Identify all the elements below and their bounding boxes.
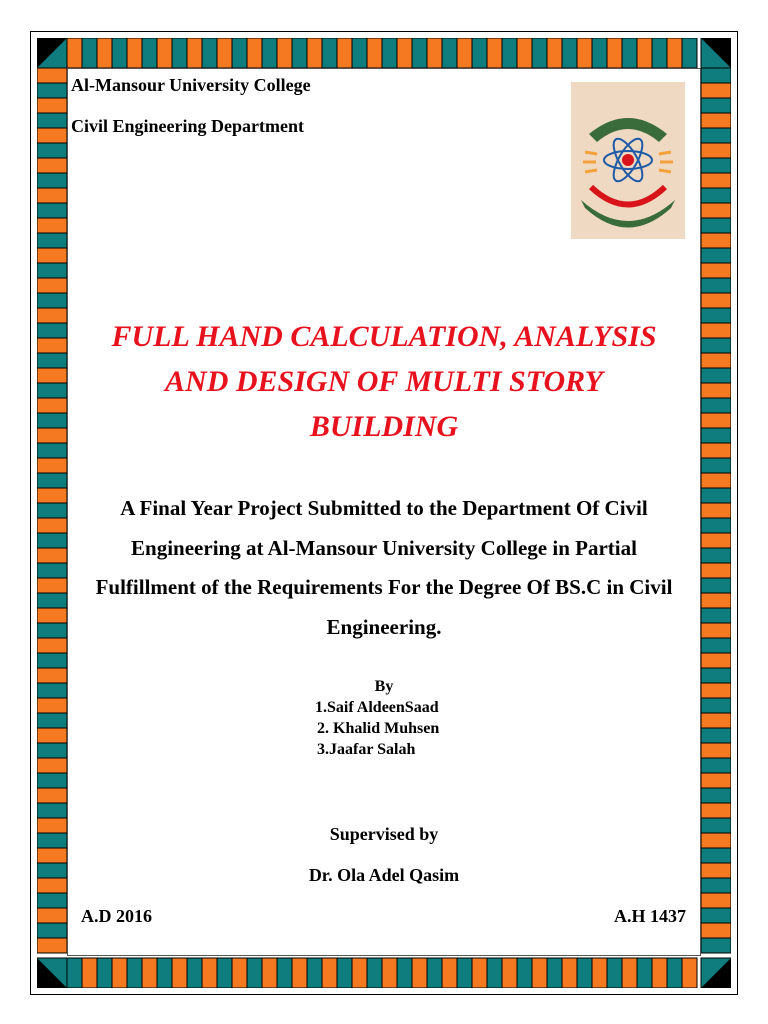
- border-square: [701, 248, 731, 263]
- border-square: [37, 308, 67, 323]
- border-square: [577, 958, 592, 988]
- border-square: [592, 958, 607, 988]
- supervised-by-label: Supervised by: [329, 824, 439, 844]
- border-square: [701, 488, 731, 503]
- border-square: [37, 623, 67, 638]
- border-square: [701, 398, 731, 413]
- border-square: [701, 698, 731, 713]
- border-square: [37, 203, 67, 218]
- border-square: [701, 143, 731, 158]
- border-square: [701, 113, 731, 128]
- border-square: [701, 203, 731, 218]
- border-square: [701, 278, 731, 293]
- border-square: [502, 958, 517, 988]
- border-square: [701, 68, 731, 83]
- author-name: 3.Jaafar Salah: [317, 741, 416, 758]
- border-square: [37, 743, 67, 758]
- border-square: [202, 958, 217, 988]
- border-square: [701, 758, 731, 773]
- border-square: [637, 38, 652, 68]
- border-square: [701, 323, 731, 338]
- border-square: [292, 958, 307, 988]
- border-square: [97, 38, 112, 68]
- border-square: [701, 308, 731, 323]
- border-square: [701, 713, 731, 728]
- border-square: [487, 38, 502, 68]
- border-square: [701, 638, 731, 653]
- border-square: [37, 563, 67, 578]
- border-square: [547, 38, 562, 68]
- border-square: [472, 958, 487, 988]
- border-square: [701, 503, 731, 518]
- border-square: [172, 38, 187, 68]
- border-square: [157, 958, 172, 988]
- border-square: [517, 38, 532, 68]
- border-square: [37, 758, 67, 773]
- border-square: [547, 958, 562, 988]
- border-square: [652, 38, 667, 68]
- border-square: [701, 98, 731, 113]
- border-square: [37, 368, 67, 383]
- border-square: [37, 938, 67, 953]
- border-square: [701, 848, 731, 863]
- border-square: [37, 188, 67, 203]
- border-square: [472, 38, 487, 68]
- border-square: [367, 38, 382, 68]
- border-square: [37, 278, 67, 293]
- border-square: [292, 38, 307, 68]
- by-label: By: [374, 678, 394, 695]
- border-square: [37, 338, 67, 353]
- border-square: [701, 938, 731, 953]
- border-square: [37, 683, 67, 698]
- border-square: [277, 38, 292, 68]
- border-square: [37, 83, 67, 98]
- border-square: [577, 38, 592, 68]
- border-square: [247, 38, 262, 68]
- border-square: [701, 683, 731, 698]
- border-square: [37, 533, 67, 548]
- border-square: [682, 38, 697, 68]
- border-square: [247, 958, 262, 988]
- border-square: [701, 653, 731, 668]
- border-square: [37, 728, 67, 743]
- college-name: Al-Mansour University College: [71, 75, 311, 95]
- border-square: [701, 743, 731, 758]
- border-square: [701, 218, 731, 233]
- border-square: [562, 38, 577, 68]
- border-square: [37, 248, 67, 263]
- border-square: [701, 893, 731, 908]
- border-square: [701, 833, 731, 848]
- border-square: [37, 788, 67, 803]
- border-square: [157, 38, 172, 68]
- border-square: [37, 653, 67, 668]
- border-square: [457, 958, 472, 988]
- border-square: [382, 38, 397, 68]
- border-square: [112, 958, 127, 988]
- border-square: [442, 958, 457, 988]
- border-square: [607, 958, 622, 988]
- border-square: [37, 473, 67, 488]
- border-square: [82, 38, 97, 68]
- border-square: [262, 38, 277, 68]
- border-square: [367, 958, 382, 988]
- border-square: [701, 338, 731, 353]
- border-square: [37, 143, 67, 158]
- border-square: [701, 443, 731, 458]
- border-square: [701, 608, 731, 623]
- border-square: [701, 728, 731, 743]
- border-square: [37, 173, 67, 188]
- border-square: [37, 233, 67, 248]
- border-square: [701, 293, 731, 308]
- border-square: [701, 383, 731, 398]
- border-square: [37, 893, 67, 908]
- college-logo: [571, 82, 685, 239]
- border-square: [37, 698, 67, 713]
- border-square: [652, 958, 667, 988]
- border-square: [97, 958, 112, 988]
- border-square: [397, 958, 412, 988]
- border-square: [142, 958, 157, 988]
- border-square: [682, 958, 697, 988]
- title-line: BUILDING: [309, 410, 459, 443]
- border-square: [37, 488, 67, 503]
- border-square: [37, 323, 67, 338]
- border-square: [701, 773, 731, 788]
- border-square: [37, 263, 67, 278]
- border-square: [397, 38, 412, 68]
- supervisor-name: Dr. Ola Adel Qasim: [308, 865, 460, 885]
- border-square: [701, 353, 731, 368]
- border-square: [67, 38, 82, 68]
- border-square: [37, 833, 67, 848]
- border-square: [701, 233, 731, 248]
- border-square: [37, 428, 67, 443]
- border-square: [701, 188, 731, 203]
- border-square: [701, 533, 731, 548]
- border-square: [202, 38, 217, 68]
- border-square: [701, 803, 731, 818]
- border-square: [532, 38, 547, 68]
- border-square: [487, 958, 502, 988]
- border-square: [701, 158, 731, 173]
- border-square: [232, 958, 247, 988]
- border-square: [382, 958, 397, 988]
- border-square: [187, 958, 202, 988]
- title-line: FULL HAND CALCULATION, ANALYSIS: [111, 320, 657, 353]
- border-square: [701, 368, 731, 383]
- description-line: Fulfillment of the Requirements For the Degree Of BS.C in Civil: [95, 575, 673, 599]
- border-square: [127, 958, 142, 988]
- border-square: [701, 428, 731, 443]
- border-square: [701, 923, 731, 938]
- project-description: [70, 489, 698, 647]
- authors-block: [70, 676, 698, 758]
- border-square: [502, 38, 517, 68]
- border-square: [701, 473, 731, 488]
- border-square: [427, 958, 442, 988]
- border-square: [307, 38, 322, 68]
- border-square: [701, 263, 731, 278]
- description-line: Engineering at Al-Mansour University College in Partial: [131, 535, 637, 560]
- border-square: [701, 668, 731, 683]
- project-title: [70, 314, 698, 449]
- date-ah: A.H 1437: [614, 906, 686, 926]
- border-square: [607, 38, 622, 68]
- border-square: [701, 878, 731, 893]
- border-square: [37, 923, 67, 938]
- border-square: [701, 593, 731, 608]
- border-square: [701, 623, 731, 638]
- author-name: 2. Khalid Muhsen: [317, 720, 440, 737]
- border-square: [187, 38, 202, 68]
- border-square: [37, 548, 67, 563]
- border-square: [37, 113, 67, 128]
- border-square: [37, 638, 67, 653]
- department-name: Civil Engineering Department: [71, 116, 304, 136]
- border-square: [37, 353, 67, 368]
- border-square: [622, 958, 637, 988]
- border-square: [37, 443, 67, 458]
- border-square: [701, 173, 731, 188]
- border-square: [701, 578, 731, 593]
- border-square: [637, 958, 652, 988]
- border-square: [352, 38, 367, 68]
- description-line: A Final Year Project Submitted to the Department Of Civil: [120, 496, 648, 520]
- border-square: [127, 38, 142, 68]
- border-square: [562, 958, 577, 988]
- border-square: [37, 98, 67, 113]
- border-square: [337, 38, 352, 68]
- border-square: [322, 38, 337, 68]
- border-square: [622, 38, 637, 68]
- border-square: [37, 878, 67, 893]
- border-square: [457, 38, 472, 68]
- title-line: AND DESIGN OF MULTI STORY: [165, 365, 603, 398]
- border-square: [667, 958, 682, 988]
- border-square: [172, 958, 187, 988]
- border-square: [442, 38, 457, 68]
- border-square: [37, 218, 67, 233]
- border-square: [37, 773, 67, 788]
- border-square: [701, 128, 731, 143]
- border-square: [517, 958, 532, 988]
- border-square: [307, 958, 322, 988]
- border-square: [142, 38, 157, 68]
- border-square: [217, 38, 232, 68]
- border-square: [37, 608, 67, 623]
- border-square: [37, 68, 67, 83]
- border-square: [701, 788, 731, 803]
- border-square: [37, 383, 67, 398]
- border-square: [112, 38, 127, 68]
- border-square: [701, 548, 731, 563]
- border-square: [37, 713, 67, 728]
- border-square: [37, 518, 67, 533]
- border-square: [232, 38, 247, 68]
- border-square: [592, 38, 607, 68]
- description-line: Engineering.: [326, 614, 442, 639]
- border-square: [37, 503, 67, 518]
- border-square: [412, 38, 427, 68]
- border-square: [37, 128, 67, 143]
- border-square: [337, 958, 352, 988]
- border-square: [701, 563, 731, 578]
- border-square: [37, 293, 67, 308]
- border-square: [37, 908, 67, 923]
- border-square: [217, 958, 232, 988]
- border-square: [37, 818, 67, 833]
- border-square: [37, 863, 67, 878]
- border-square: [37, 803, 67, 818]
- border-square: [37, 578, 67, 593]
- border-square: [37, 458, 67, 473]
- border-square: [37, 398, 67, 413]
- border-square: [277, 958, 292, 988]
- border-square: [701, 818, 731, 833]
- date-ad: A.D 2016: [81, 906, 152, 926]
- border-square: [262, 958, 277, 988]
- border-square: [37, 158, 67, 173]
- border-square: [412, 958, 427, 988]
- border-square: [701, 518, 731, 533]
- border-square: [701, 458, 731, 473]
- author-name: 1.Saif AldeenSaad: [315, 699, 439, 716]
- border-square: [37, 413, 67, 428]
- border-square: [352, 958, 367, 988]
- border-square: [37, 848, 67, 863]
- border-square: [82, 958, 97, 988]
- border-square: [701, 413, 731, 428]
- border-square: [532, 958, 547, 988]
- border-square: [701, 863, 731, 878]
- border-square: [667, 38, 682, 68]
- border-square: [37, 593, 67, 608]
- border-square: [37, 668, 67, 683]
- border-square: [67, 958, 82, 988]
- border-square: [701, 908, 731, 923]
- border-square: [322, 958, 337, 988]
- border-square: [427, 38, 442, 68]
- border-square: [701, 83, 731, 98]
